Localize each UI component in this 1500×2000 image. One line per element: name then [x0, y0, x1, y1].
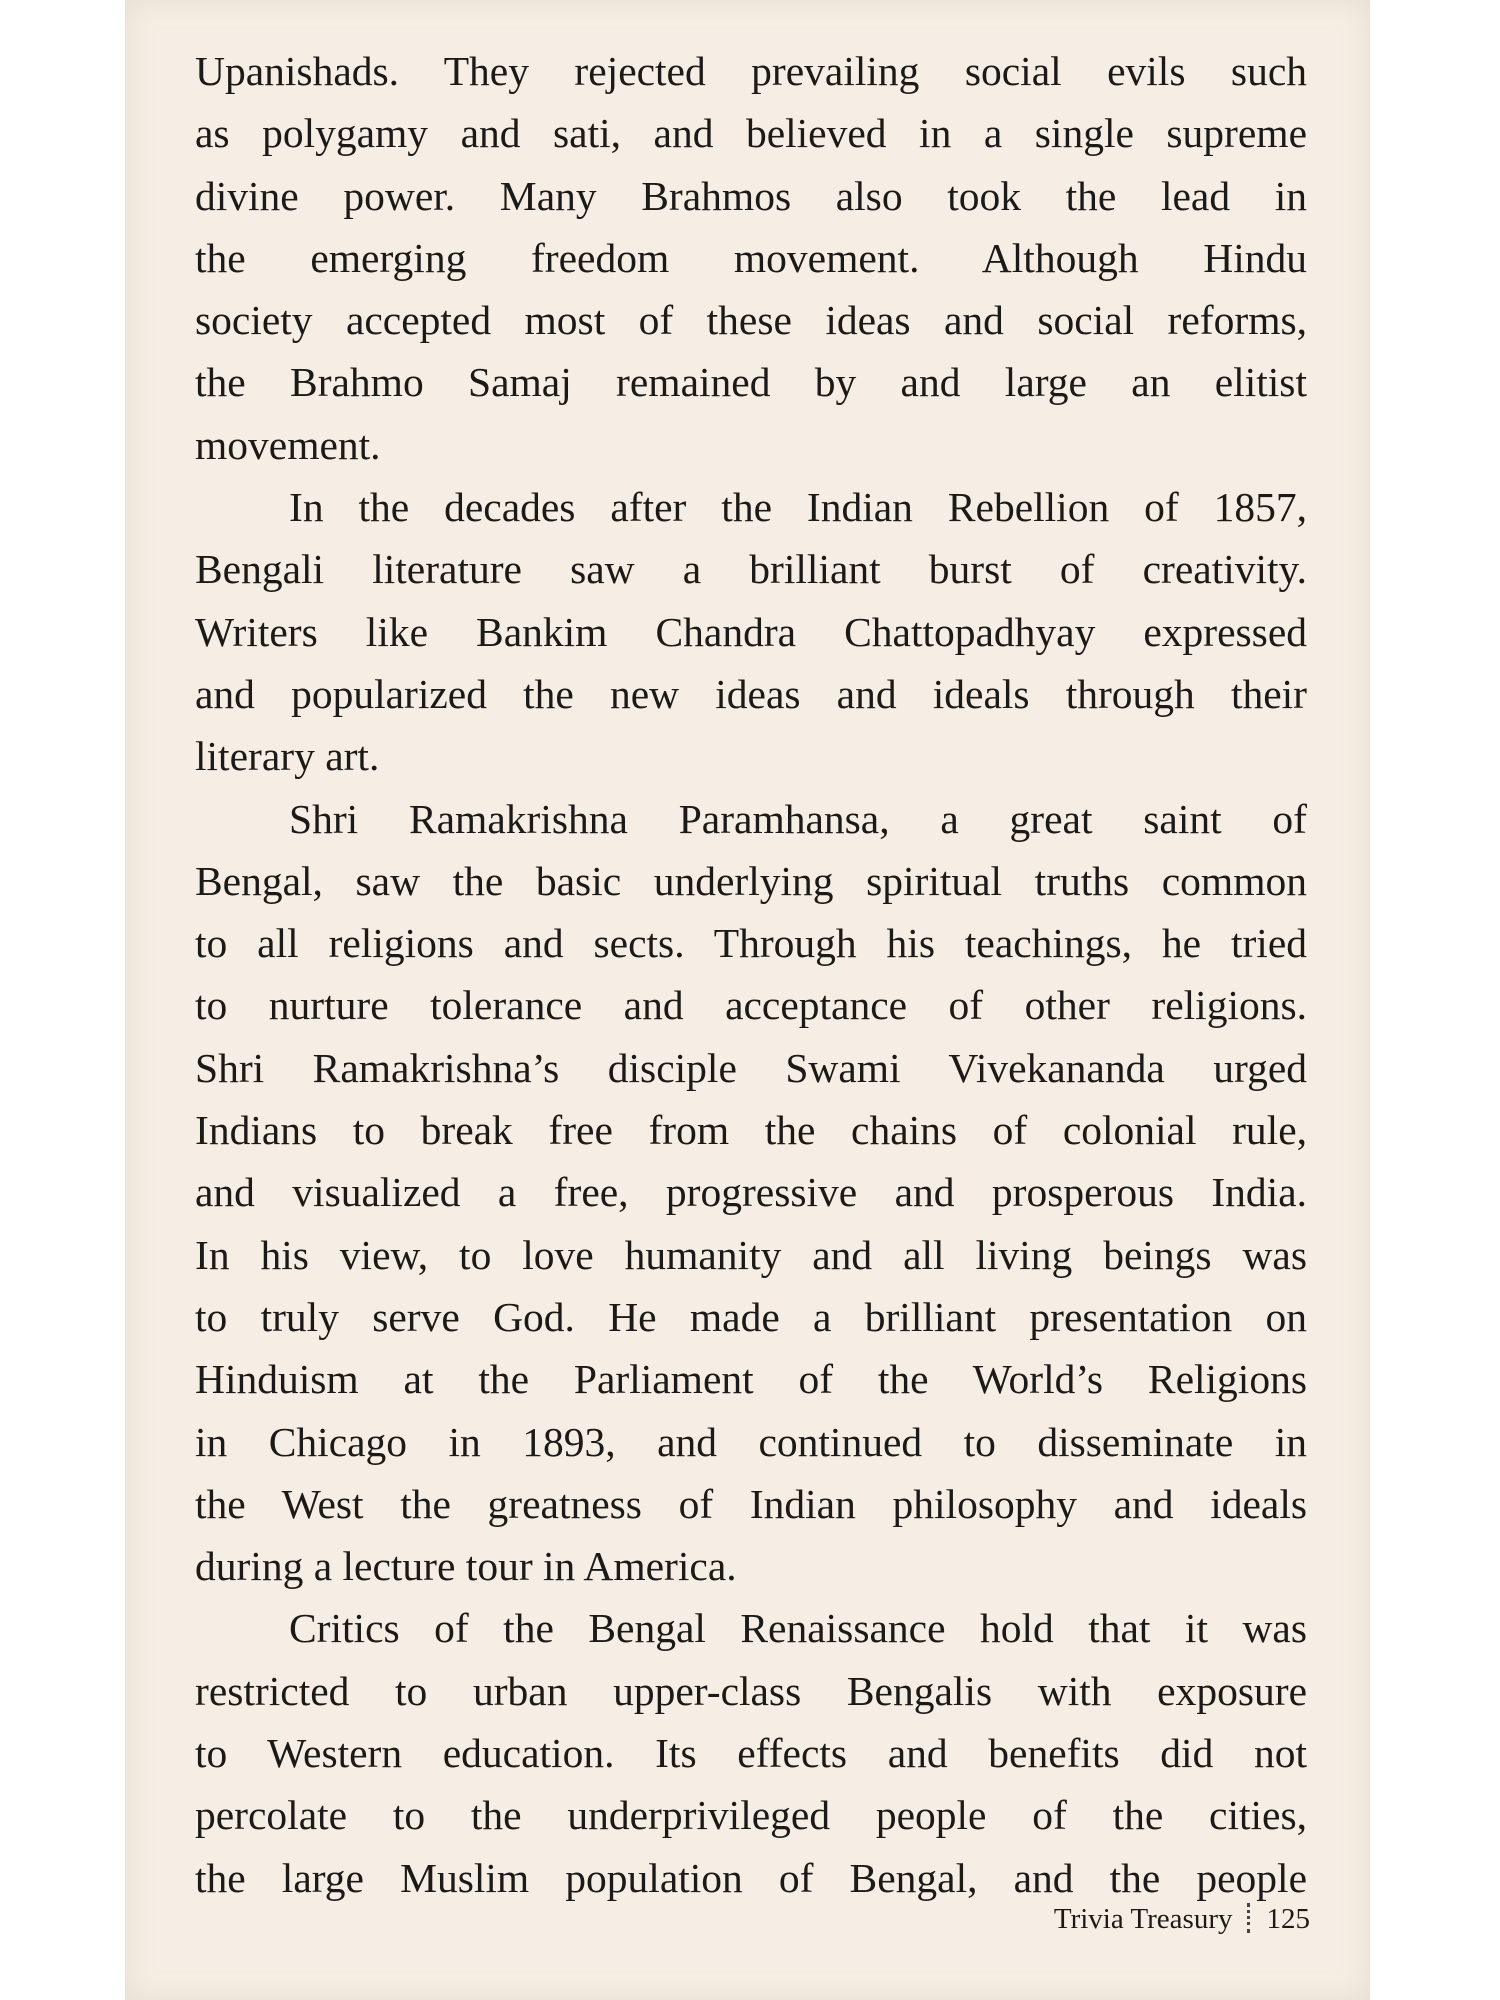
text-line: percolate to the underprivileged people of the cities, — [195, 1792, 1307, 1839]
text-line: Upanishads. They rejected prevailing social evils such — [195, 48, 1307, 94]
page-footer — [1054, 1903, 1310, 1936]
text-line: to nurture tolerance and acceptance of other religions. — [195, 982, 1307, 1029]
text-line: restricted to urban upper-class Bengalis with exposure — [195, 1667, 1307, 1714]
page-number: 125 — [1266, 1903, 1310, 1935]
text-line: In his view, to love humanity and all living beings was — [195, 1231, 1307, 1278]
text-line: the emerging freedom movement. Although Hindu — [195, 234, 1307, 281]
text-line: divine power. Many Brahmos also took the lead in — [195, 172, 1307, 219]
text-line: movement. — [195, 421, 381, 468]
text-line: Writers like Bankim Chandra Chattopadhyay expressed — [195, 608, 1307, 655]
text-line: Hinduism at the Parliament of the World’s Religions — [195, 1356, 1307, 1403]
book-page — [125, 0, 1370, 2000]
text-line: to truly serve God. He made a brilliant presentation on — [195, 1293, 1307, 1340]
paragraph — [195, 40, 1307, 476]
text-line: Shri Ramakrishna’s disciple Swami Vivekananda urged — [195, 1044, 1307, 1091]
footer-separator — [1247, 1903, 1253, 1933]
text-line: and visualized a free, progressive and prosperous India. — [195, 1169, 1307, 1216]
text-line: during a lecture tour in America. — [195, 1543, 737, 1590]
text-line: Shri Ramakrishna Paramhansa, a great saint of — [289, 795, 1307, 842]
text-line: the Brahmo Samaj remained by and large an elitist — [195, 359, 1307, 406]
text-line: and popularized the new ideas and ideals through their — [195, 670, 1307, 717]
text-line: to all religions and sects. Through his teachings, he tried — [195, 920, 1307, 967]
text-line: Critics of the Bengal Renaissance hold that it was — [289, 1605, 1307, 1652]
paragraph — [195, 476, 1307, 787]
text-line: literary art. — [195, 733, 380, 780]
text-line: Indians to break free from the chains of colonial rule, — [195, 1107, 1307, 1154]
text-line: Bengal, saw the basic underlying spiritual truths common — [195, 857, 1307, 904]
text-line: as polygamy and sati, and believed in a single supreme — [195, 110, 1307, 157]
text-line: society accepted most of these ideas and social reforms, — [195, 297, 1307, 344]
text-line: the large Muslim population of Bengal, and the people — [195, 1854, 1307, 1901]
paragraph — [195, 788, 1307, 1598]
running-title: Trivia Treasury — [1053, 1903, 1233, 1935]
body-text — [195, 40, 1307, 1909]
text-line: to Western education. Its effects and benefits did not — [195, 1730, 1307, 1777]
text-line: Bengali literature saw a brilliant burst of creativity. — [195, 546, 1307, 593]
paragraph — [195, 1597, 1307, 1908]
text-line: in Chicago in 1893, and continued to disseminate in — [195, 1418, 1307, 1465]
text-line: the West the greatness of Indian philosophy and ideals — [195, 1480, 1307, 1527]
text-line: In the decades after the Indian Rebellion of 1857, — [289, 484, 1307, 531]
